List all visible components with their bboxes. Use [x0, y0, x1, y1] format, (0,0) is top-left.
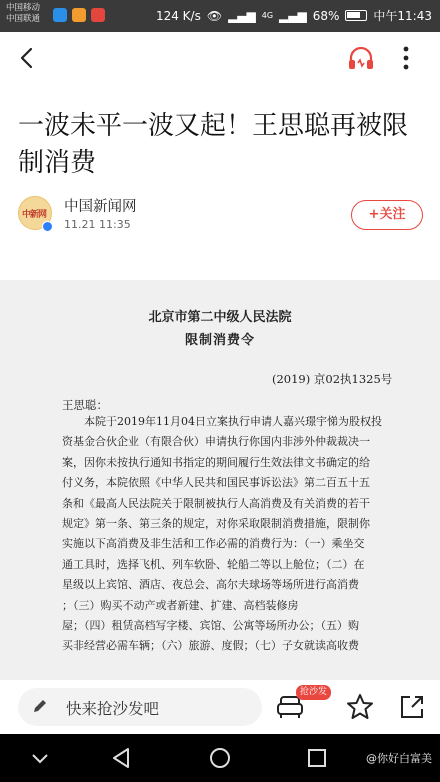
verified-icon	[42, 221, 53, 232]
comment-placeholder: 快来抢沙发吧	[66, 700, 160, 718]
system-nav-bar	[0, 734, 440, 782]
publish-time: 11.21 11:35	[64, 218, 131, 231]
notification-icons	[53, 8, 105, 22]
clock: 中午11:43	[373, 9, 432, 23]
app-notification-icon	[72, 8, 86, 22]
document-line: 屋；（四）租赁高档写字楼、宾馆、公寓等场所办公；（五）购	[62, 618, 359, 632]
star-icon[interactable]	[346, 693, 374, 721]
document-line: 星级以上宾馆、酒店、夜总会、高尔夫球场等场所进行高消费	[62, 578, 359, 592]
app-bar	[0, 32, 440, 84]
document-line: 案，因你未按执行通知书指定的期间履行生效法律文书确定的给	[62, 455, 370, 469]
back-triangle-icon[interactable]	[110, 746, 134, 770]
document-line: 实施以下高消费及非生活和工作必需的消费行为：（一）乘坐交	[62, 537, 365, 551]
signal-icon: ▂▄▆	[279, 8, 307, 23]
follow-button[interactable]: +关注	[351, 200, 423, 230]
case-number: (2019) 京02执1325号	[272, 372, 393, 386]
source-logo-text: 中新网	[22, 210, 47, 220]
status-right	[156, 7, 432, 24]
document-line: 付义务，本院依照《中华人民共和国民事诉讼法》第二百五十五	[62, 476, 370, 490]
carrier-info	[6, 3, 40, 25]
article-title: 一波未平一波又起！王思聪再被限制消费	[18, 111, 409, 178]
comment-input[interactable]	[18, 688, 262, 726]
document-line: ；（三）购买不动产或者新建、扩建、高档装修房	[62, 598, 299, 612]
app-notification-icon	[53, 8, 67, 22]
network-speed: 124 K/s	[155, 8, 201, 23]
document-party: 王思聪：	[62, 398, 108, 412]
recent-square-icon[interactable]	[305, 746, 329, 770]
battery-percent: 68%	[312, 8, 340, 23]
eye-icon: 👁	[206, 8, 223, 23]
collapse-icon[interactable]	[28, 746, 52, 770]
headphone-icon[interactable]	[346, 44, 376, 72]
pencil-icon	[32, 698, 48, 714]
network-type: 4G	[261, 11, 274, 20]
document-line: 资基金合伙企业（有限合伙）申请执行你国内非涉外仲裁裁决一	[62, 435, 370, 449]
document-court: 北京市第二中级人民法院	[148, 310, 292, 325]
bottom-action-bar	[0, 680, 440, 734]
document-line: 规定》第一条、第三条的规定，对你采取限制消费措施，限制你	[62, 516, 370, 530]
document-line: 通工具时，选择飞机、列车软卧、轮船二等以上舱位；（二）在	[62, 557, 365, 571]
watermark: @你好白富美	[366, 752, 432, 765]
home-circle-icon[interactable]	[208, 746, 232, 770]
sofa-badge: 抢沙发	[296, 685, 331, 700]
carrier-secondary: 中国联通	[6, 14, 41, 24]
article-header	[0, 84, 440, 280]
more-vertical-icon[interactable]	[394, 44, 418, 72]
battery-icon	[345, 10, 367, 21]
carrier-primary: 中国移动	[6, 3, 41, 13]
document-line: 本院于2019年11月04日立案执行申请人嘉兴璟宇悌为股权投	[84, 415, 382, 428]
document-line: 买非经营必需车辆；（六）旅游、度假；（七）子女就读高收费	[62, 639, 359, 653]
document-body	[62, 412, 398, 657]
source-name[interactable]: 中国新闻网	[64, 199, 137, 215]
document-line: 条和《最高人民法院关于限制被执行人高消费及有关消费的若干	[62, 496, 370, 510]
share-icon[interactable]	[398, 693, 426, 721]
app-notification-icon	[91, 8, 105, 22]
signal-icon: ▂▄▆	[228, 8, 256, 23]
status-bar	[0, 0, 440, 32]
back-arrow-icon[interactable]	[14, 44, 42, 72]
document-type: 限制消费令	[184, 333, 255, 348]
document-image[interactable]	[0, 280, 440, 680]
